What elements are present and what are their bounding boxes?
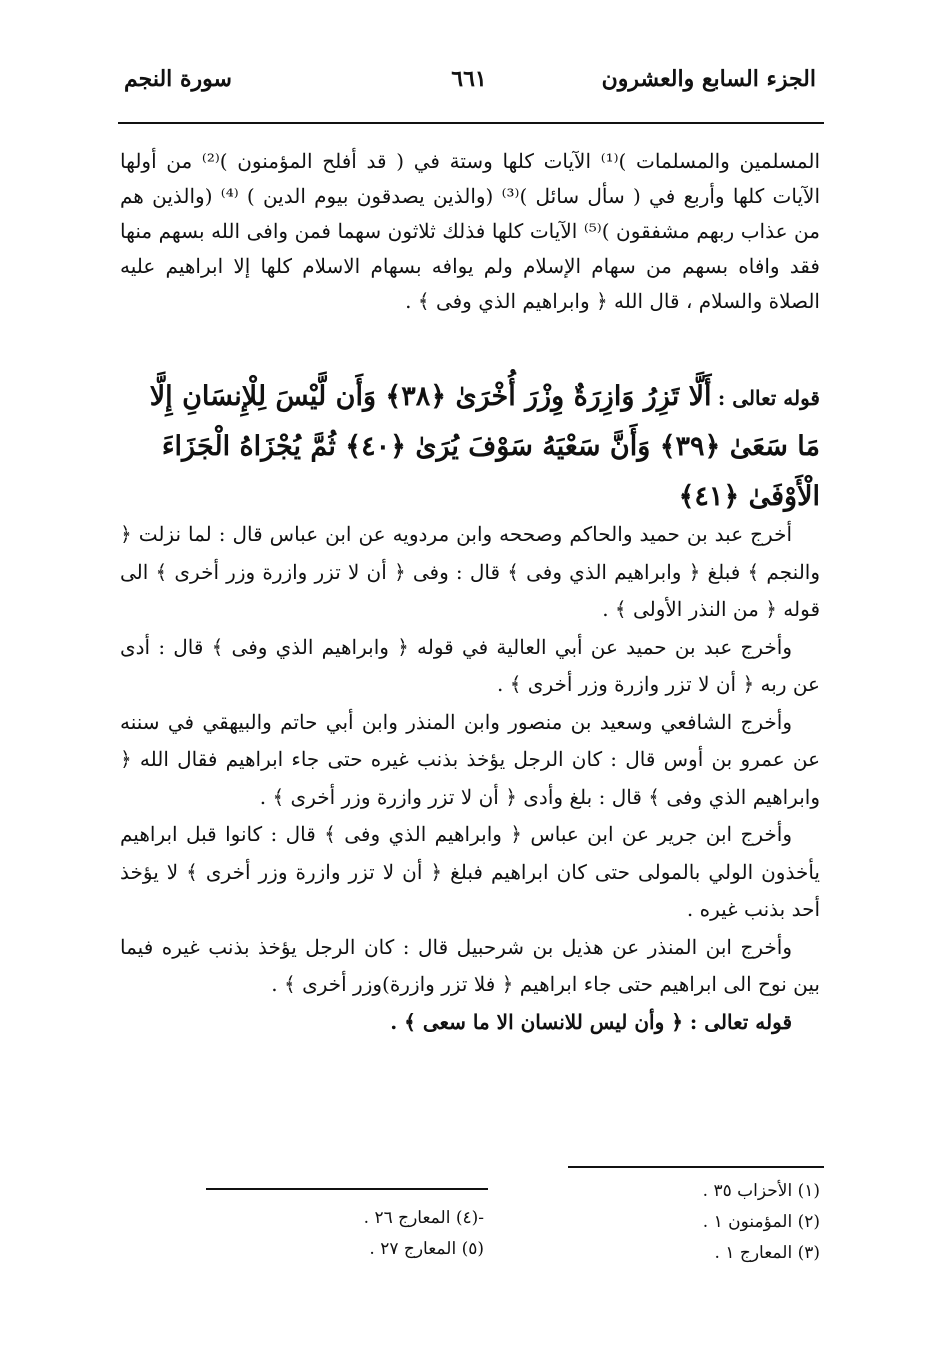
volume-title: الجزء السابع والعشرون bbox=[601, 66, 816, 92]
narration-paragraph: وأخرج ابن جرير عن ابن عباس ﴿ وابراهيم الذي وفى ﴾ قال : كانوا قبل ابراهيم يأخذون الولي بالمولى حتى كان ابراهيم فبلغ ﴿ أن لا تزر وازرة وزر أخرى ﴾ لا يؤخذ أحد بذنب غيره . bbox=[120, 822, 820, 921]
quran-verse-text: أَلَّا تَزِرُ وَازِرَةٌ وِزْرَ أُخْرَىٰ ﴿٣٨﴾ وَأَن لَّيْسَ لِلْإِنسَانِ إِلَّا مَا سَعَىٰ ﴿٣٩﴾ وَأَنَّ سَعْيَهُ سَوْفَ يُرَىٰ ﴿٤٠﴾ ثُمَّ يُجْزَاهُ الْجَزَاءَ الْأَوْفَىٰ ﴿٤١﴾ bbox=[149, 381, 820, 512]
page-number: ٦٦١ bbox=[451, 66, 487, 92]
quran-verse-block bbox=[120, 372, 820, 522]
footnote-divider-left bbox=[206, 1188, 488, 1190]
footnote-item: (١) الأحزاب ٣٥ . bbox=[702, 1181, 820, 1201]
narration-paragraph: أخرج عبد بن حميد والحاكم وصححه وابن مردويه عن ابن عباس قال : لما نزلت ﴿ والنجم ﴾ فبلغ ﴿ وابراهيم الذي وفى ﴾ قال : وفى ﴿ أن لا تزر وازرة وزر أخرى ﴾ الى قوله ﴿ من النذر الأولى ﴾ . bbox=[120, 522, 820, 621]
verse-heading-paragraph: قوله تعالى : ﴿ وأن ليس للانسان الا ما سعى ﴾ . bbox=[390, 1009, 792, 1034]
surah-title: سورة النجم bbox=[124, 66, 232, 92]
footnote-item: (٢) المؤمنون ١ . bbox=[702, 1212, 820, 1232]
running-header bbox=[118, 62, 820, 112]
footnotes-left-column bbox=[364, 1203, 484, 1265]
footnote-item: (٥) المعارج ٢٧ . bbox=[369, 1239, 484, 1259]
footnote-item: (٣) المعارج ١ . bbox=[714, 1243, 820, 1263]
narration-paragraph: وأخرج عبد بن حميد عن أبي العالية في قوله ﴿ وابراهيم الذي وفى ﴾ قال : أدى عن ربه ﴿ أن لا تزر وازرة وزر أخرى ﴾ . bbox=[120, 634, 820, 696]
narrations-section bbox=[120, 516, 820, 1041]
intro-paragraph: المسلمين والمسلمات )⁽¹⁾ الآيات كلها وستة في ( قد أفلح المؤمنون )⁽²⁾ من أولها الآيات كلها وأربع في ( سأل سائل )⁽³⁾ (والذين يصدقون بيوم الدين ) ⁽⁴⁾ (والذين هم من عذاب ربهم مشفقون )⁽⁵⁾ الآيات كلها فذلك ثلاثون سهما فمن وافى الله بسهم منها فقد وافاه بسهم من سهام الإسلام ولم يوافه بسهام الاسلام كلها إلا ابراهيم عليه الصلاة والسلام ، قال الله ﴿ وابراهيم الذي وفى ﴾ . bbox=[120, 149, 821, 313]
narration-paragraph: وأخرج ابن المنذر عن هذيل بن شرحبيل قال : كان الرجل يؤخذ بذنب غيره فيما بين نوح الى ابراهيم حتى جاء ابراهيم ﴿ فلا تزر وازرة)وزر أخرى ﴾ . bbox=[120, 934, 820, 996]
footnotes-right-column bbox=[703, 1176, 820, 1269]
verse-label: قوله تعالى : bbox=[717, 386, 820, 410]
header-divider bbox=[118, 122, 824, 124]
footnote-divider-right bbox=[568, 1166, 824, 1168]
footnote-item: -(٤) المعارج ٢٦ . bbox=[363, 1208, 484, 1228]
narration-paragraph: وأخرج الشافعي وسعيد بن منصور وابن المنذر وابن أبي حاتم والبيهقي في سننه عن عمرو بن أوس قال : كان الرجل يؤخذ بذنب غيره حتى جاء ابراهيم فقال الله ﴿ وابراهيم الذي وفى ﴾ قال : بلغ وأدى ﴿ أن لا تزر وازرة وزر أخرى ﴾ . bbox=[120, 709, 820, 809]
